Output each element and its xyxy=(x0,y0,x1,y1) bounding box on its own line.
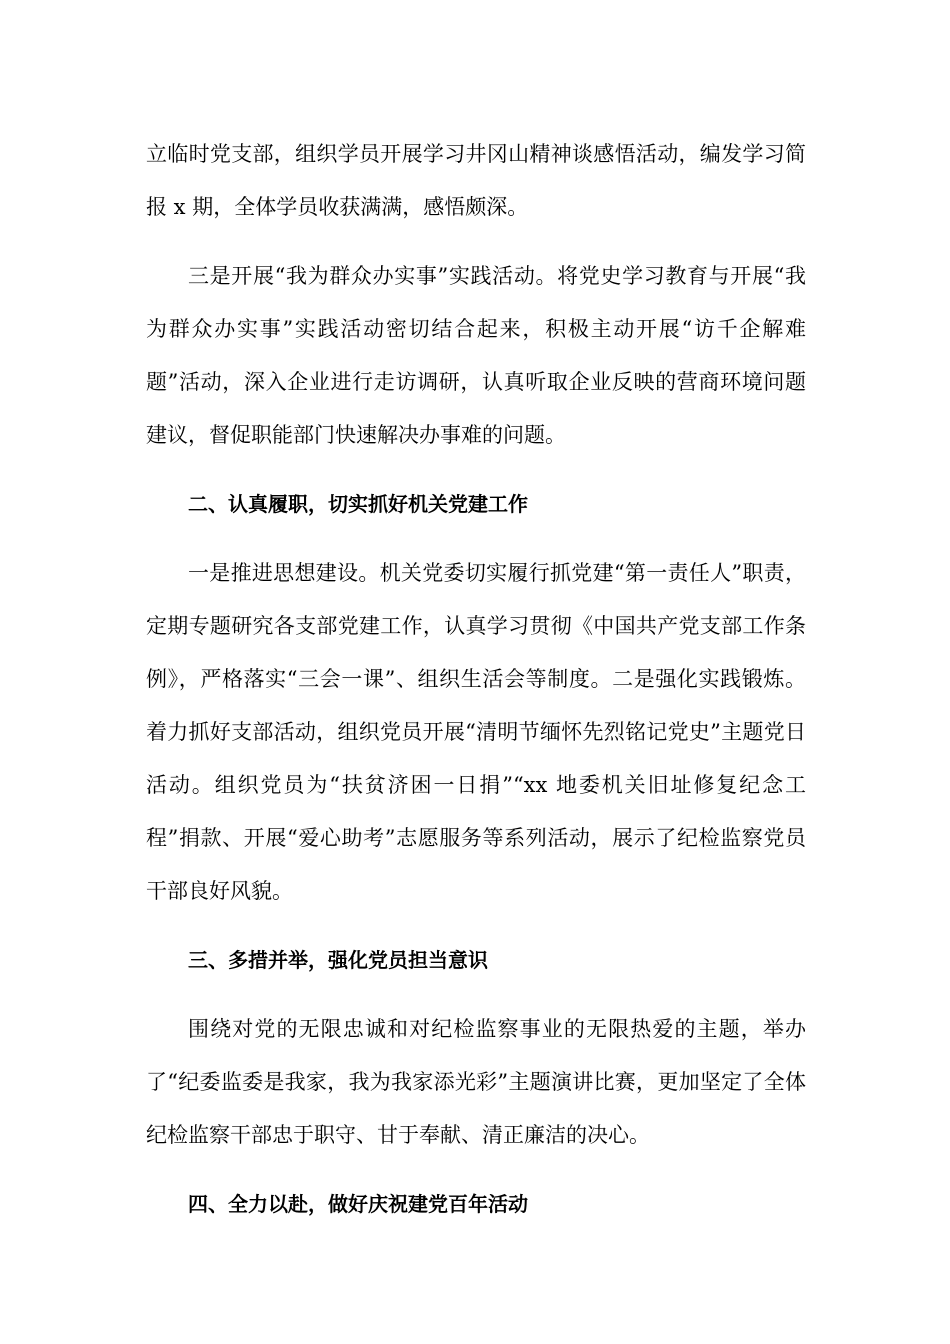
paragraph-gap xyxy=(146,462,806,478)
section-heading-3: 三、多措并举，强化党员担当意识 xyxy=(188,948,488,972)
paragraph-gap xyxy=(146,918,806,934)
paragraph-practice-activity: 三是开展“我为群众办实事”实践活动。将党史学习教育与开展“我为群众办实事”实践活动密切结合起来，积极主动开展“访千企解难题”活动，深入企业进行走访调研，认真听取企业反映的营商环境问题建议，督促职能部门快速解决办事难的问题。 xyxy=(146,264,806,447)
paragraph-gap xyxy=(146,1162,806,1178)
paragraph-temporary-branch: 立临时党支部，组织学员开展学习井冈山精神谈感悟活动，编发学习简报 x 期，全体学员收获满满，感悟颇深。 xyxy=(146,142,806,219)
paragraph-gap xyxy=(146,531,806,547)
paragraph-party-building: 一是推进思想建设。机关党委切实履行抓党建“第一责任人”职责，定期专题研究各支部党建工作，认真学习贯彻《中国共产党支部工作条例》，严格落实“三会一课”、组织生活会等制度。二是强化实践锻炼。着力抓好支部活动，组织党员开展“清明节缅怀先烈铭记党史”主题党日活动。组织党员为“扶贫济困一日捐”“xx 地委机关旧址修复纪念工程”捐款、开展“爱心助考”志愿服务等系列活动，展示了纪检监察党员干部良好风貌。 xyxy=(146,561,806,903)
paragraph-gap xyxy=(146,987,806,1003)
paragraph-gap xyxy=(146,234,806,250)
section-heading-2: 二、认真履职，切实抓好机关党建工作 xyxy=(188,492,528,516)
document-page xyxy=(146,128,806,1231)
section-heading-4: 四、全力以赴，做好庆祝建党百年活动 xyxy=(188,1192,528,1216)
paragraph-speech-contest: 围绕对党的无限忠诚和对纪检监察事业的无限热爱的主题，举办了“纪委监委是我家，我为我家添光彩”主题演讲比赛，更加坚定了全体纪检监察干部忠于职守、甘于奉献、清正廉洁的决心。 xyxy=(146,1017,806,1147)
